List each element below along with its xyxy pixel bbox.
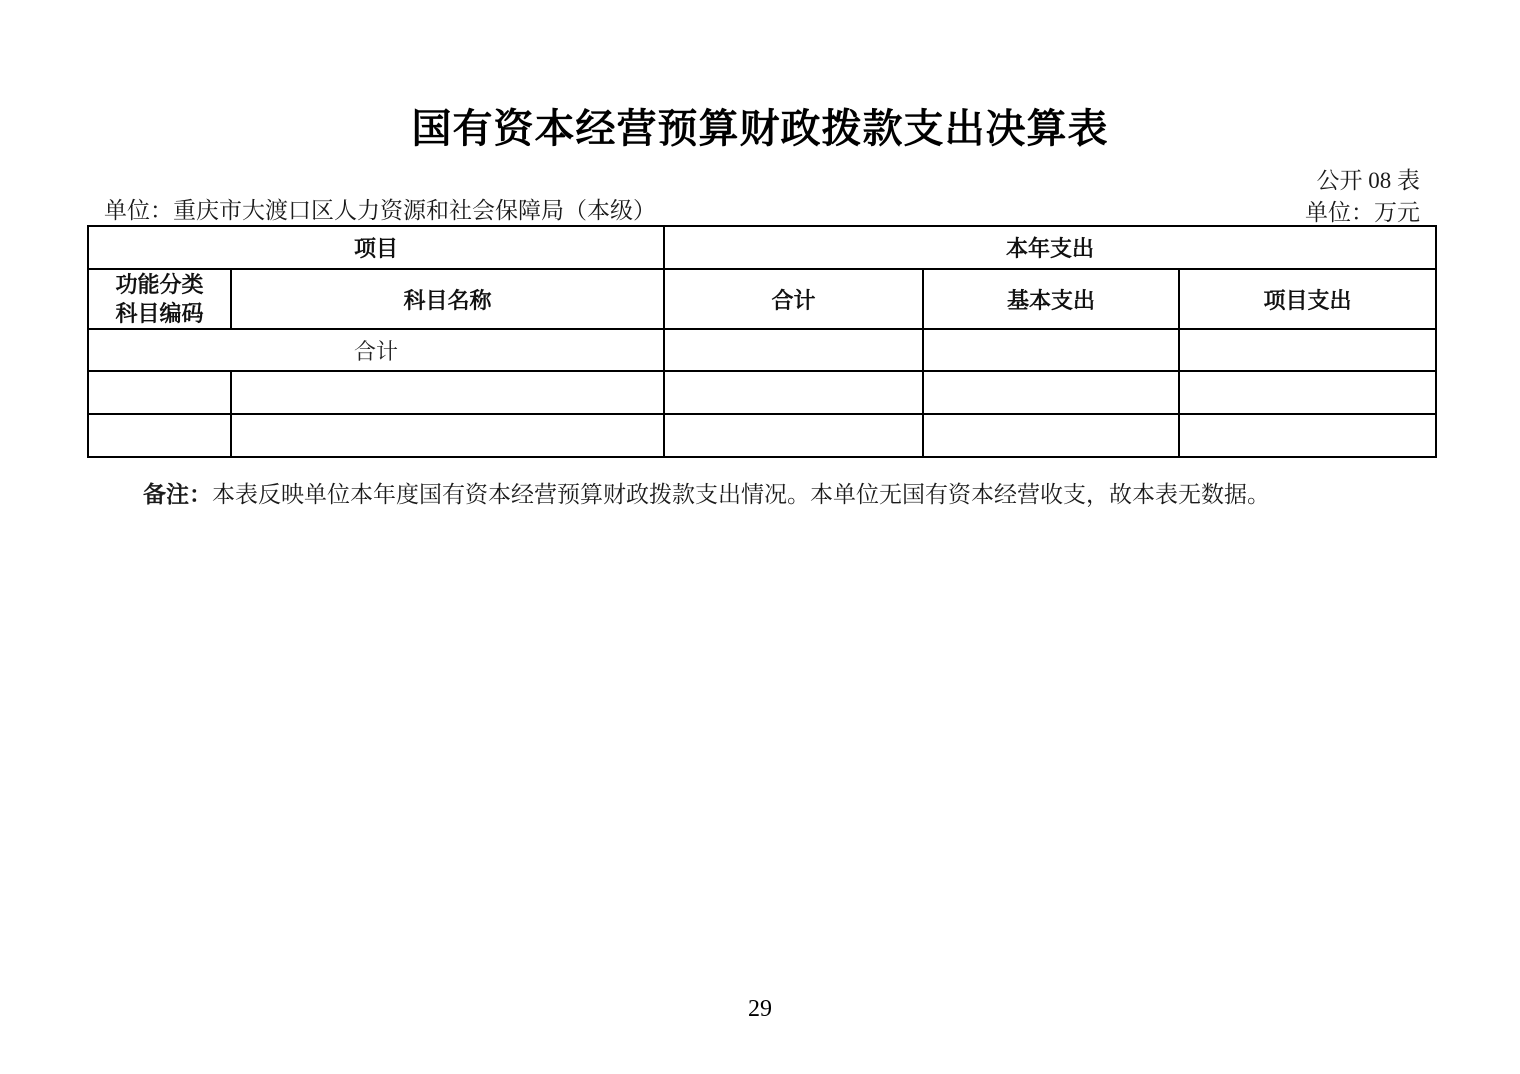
cell-code [88,371,231,414]
table-row [88,414,1436,457]
footnote [143,478,1403,512]
header-function-code-line2: 科目编码 [115,301,204,326]
cell-name [231,371,664,414]
table-row [88,371,1436,414]
table-code-label: 公开 08 表 [1316,168,1420,193]
page-title: 国有资本经营预算财政拨款支出决算表 [411,107,1109,151]
cell-basic [923,371,1179,414]
header-current-year-expenditure: 本年支出 [664,226,1436,269]
header-basic-expenditure: 基本支出 [923,269,1179,329]
header-row-columns [88,269,1436,329]
footnote-label: 备注： [143,482,212,507]
header-function-code [88,269,231,329]
total-row-total-value [664,329,923,371]
header-row-groups [88,226,1436,269]
header-subject-name: 科目名称 [231,269,664,329]
header-function-code-line1: 功能分类 [115,272,204,297]
cell-code [88,414,231,457]
unit-currency-label: 单位：万元 [1305,200,1420,225]
total-row-basic-value [923,329,1179,371]
footnote-text: 本表反映单位本年度国有资本经营预算财政拨款支出情况。本单位无国有资本经营收支，故本表无数据。 [212,482,1270,507]
header-project-expenditure: 项目支出 [1179,269,1436,329]
header-project: 项目 [88,226,664,269]
cell-name [231,414,664,457]
budget-table [87,225,1437,458]
cell-total [664,371,923,414]
page-number: 29 [748,996,772,1022]
header-total: 合计 [664,269,923,329]
cell-total [664,414,923,457]
total-row-label: 合计 [88,329,664,371]
cell-project [1179,414,1436,457]
total-row-project-value [1179,329,1436,371]
cell-basic [923,414,1179,457]
unit-name-label: 单位：重庆市大渡口区人力资源和社会保障局（本级） [104,198,656,223]
table-row-total [88,329,1436,371]
cell-project [1179,371,1436,414]
